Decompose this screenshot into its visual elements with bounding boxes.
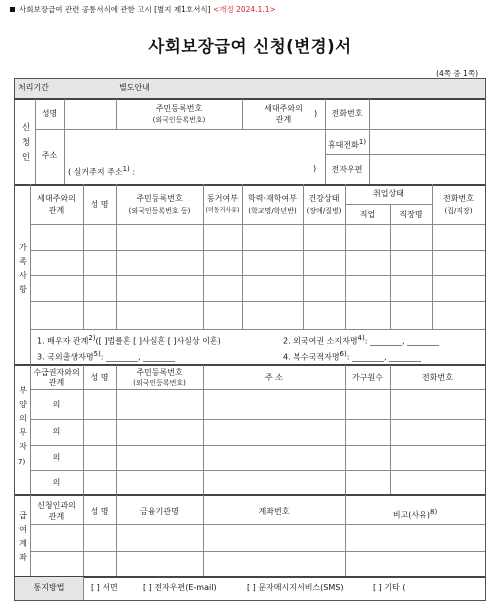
- overseas-birth-question: 3. 국외출생자명$^{5)}$: ________, ________: [37, 350, 176, 362]
- family-employment-header: 취업상태: [373, 189, 404, 198]
- form-header-notice: [10, 4, 276, 15]
- support-rrn-header: 주민등록번호: [136, 368, 183, 377]
- notify-option-paper[interactable]: [ ] 서면: [91, 583, 118, 592]
- support-row-relation: 의: [52, 427, 61, 436]
- family-name-header: 성 명: [90, 200, 109, 209]
- notify-option-email[interactable]: [ ] 전자우편(E-mail): [143, 583, 217, 592]
- page-title: 사회보장급여 신청(변경)서: [148, 37, 352, 56]
- notify-label: 통지방법: [33, 583, 65, 592]
- row-divider: [30, 470, 485, 471]
- row-divider: [325, 154, 485, 155]
- support-rrn-subheader: (외국인등록번호): [133, 379, 186, 387]
- family-cohab-header: 동거여부: [207, 194, 238, 203]
- notify-option-sms[interactable]: [ ] 문자메시지서비스(SMS): [247, 583, 344, 592]
- account-bank-header: 금융기관명: [140, 507, 179, 516]
- rrn-label: 주민등록번호: [155, 104, 203, 113]
- row-divider: [35, 129, 485, 130]
- support-household-header: 가구원수: [352, 373, 383, 382]
- account-relation-subheader: 관계: [48, 512, 65, 521]
- col-line: [203, 365, 204, 494]
- section-divider: [15, 98, 485, 100]
- rrn-sublabel: (외국인등록번호): [152, 116, 206, 124]
- col-line: [369, 99, 370, 184]
- row-divider: [30, 224, 485, 225]
- family-phone-subheader: (집/직장): [444, 207, 473, 215]
- relation-sublabel: 관계: [275, 115, 292, 124]
- address-label: 주소: [41, 151, 58, 160]
- foreign-passport-question: 2. 외국여권 소지자명$^{4)}$: ________, ________: [283, 334, 440, 346]
- support-phone-header: 전화번호: [422, 373, 453, 382]
- family-phone-header: 전화번호: [443, 194, 474, 203]
- col-line: [83, 365, 84, 494]
- email-label: 전자우편: [331, 165, 363, 174]
- family-rrn-header: 주민등록번호: [136, 194, 183, 203]
- row-divider: [30, 524, 485, 525]
- account-relation-header: 신청인과의: [37, 501, 76, 510]
- account-name-header: 성 명: [90, 507, 109, 516]
- row-divider: [30, 551, 485, 552]
- section-divider: [15, 576, 485, 578]
- col-line: [390, 365, 391, 494]
- account-section-label: 급여계좌: [19, 511, 27, 562]
- support-row-relation: 의: [52, 400, 61, 409]
- support-address-header: 주 소: [265, 373, 283, 382]
- dual-nationality-question: 4. 복수국적자명$^{6)}$: ________, ________: [283, 350, 422, 362]
- row-divider: [30, 250, 485, 251]
- notify-option-other[interactable]: [ ] 기타 (: [373, 583, 406, 592]
- col-line: [83, 577, 84, 600]
- support-name-header: 성 명: [90, 373, 109, 382]
- family-health-header: 건강상태: [308, 194, 340, 203]
- family-relation-subheader: 관계: [48, 206, 65, 215]
- row-divider: [30, 389, 485, 390]
- family-workplace-header: 직장명: [399, 210, 423, 219]
- section-divider: [15, 364, 485, 366]
- mobile-label: 휴대전화$^{1)}$: [327, 138, 367, 150]
- support-relation-subheader: 관계: [48, 378, 65, 387]
- col-line: [390, 204, 391, 329]
- col-line: [64, 99, 65, 184]
- support-relation-header: 수급권자와의: [33, 368, 80, 377]
- family-cohab-subheader: (미동거사유): [205, 207, 240, 214]
- spouse-relation-question: 1. 배우자 관계$^{2)}$([ ]법률혼 [ ]사실혼 [ ]사실상 이혼): [37, 334, 221, 346]
- row-divider: [345, 204, 432, 205]
- family-health-subheader: (장애/질병): [306, 207, 342, 215]
- col-line: [345, 365, 346, 494]
- account-note-header: 비고(사유)$^{8)}$: [392, 508, 438, 520]
- family-relation-header: 세대주와의: [37, 194, 76, 203]
- page-count: (4쪽 중 1쪽): [436, 69, 478, 78]
- section-divider: [15, 494, 485, 496]
- processing-value: 별도안내: [119, 83, 150, 92]
- family-school-subheader: (학교명/학년반): [248, 207, 297, 215]
- actual-address-paren: ): [313, 164, 317, 173]
- section-divider: [15, 184, 485, 186]
- name-label: 성명: [41, 109, 58, 118]
- application-form: [14, 78, 486, 601]
- family-job-header: 직업: [359, 210, 376, 219]
- row-divider: [30, 445, 485, 446]
- col-line: [345, 184, 346, 329]
- support-section-sup: 7): [18, 458, 26, 466]
- family-school-header: 학력·재학여부: [248, 194, 297, 203]
- actual-address-label: ( 실거주지 주소$^{1)}$ :: [68, 165, 136, 177]
- family-rrn-subheader: (외국인등록번호 등): [128, 207, 191, 215]
- processing-label: 처리기간: [18, 83, 49, 92]
- support-row-relation: 의: [52, 453, 61, 462]
- account-number-header: 계좌번호: [258, 507, 290, 516]
- row-divider: [30, 301, 485, 302]
- row-divider: [30, 329, 485, 330]
- family-section-label: 가족사항: [19, 243, 27, 294]
- row-divider: [30, 275, 485, 276]
- support-section-label: 부양의무자: [19, 386, 27, 451]
- relation-label: 세대주와의: [264, 104, 303, 113]
- row-divider: [30, 419, 485, 420]
- relation-paren: ): [314, 109, 318, 118]
- processing-row: [15, 79, 485, 98]
- revision-date: <개정 2024.1.1>: [212, 5, 276, 14]
- applicant-section-label: 신청인: [21, 123, 31, 163]
- phone-label: 전화번호: [331, 109, 363, 118]
- notice-text: 사회보장급여 관련 공통서식에 관한 고시 [별지 제1호서식]: [19, 5, 211, 14]
- support-row-relation: 의: [52, 478, 61, 487]
- square-bullet-icon: [10, 7, 15, 12]
